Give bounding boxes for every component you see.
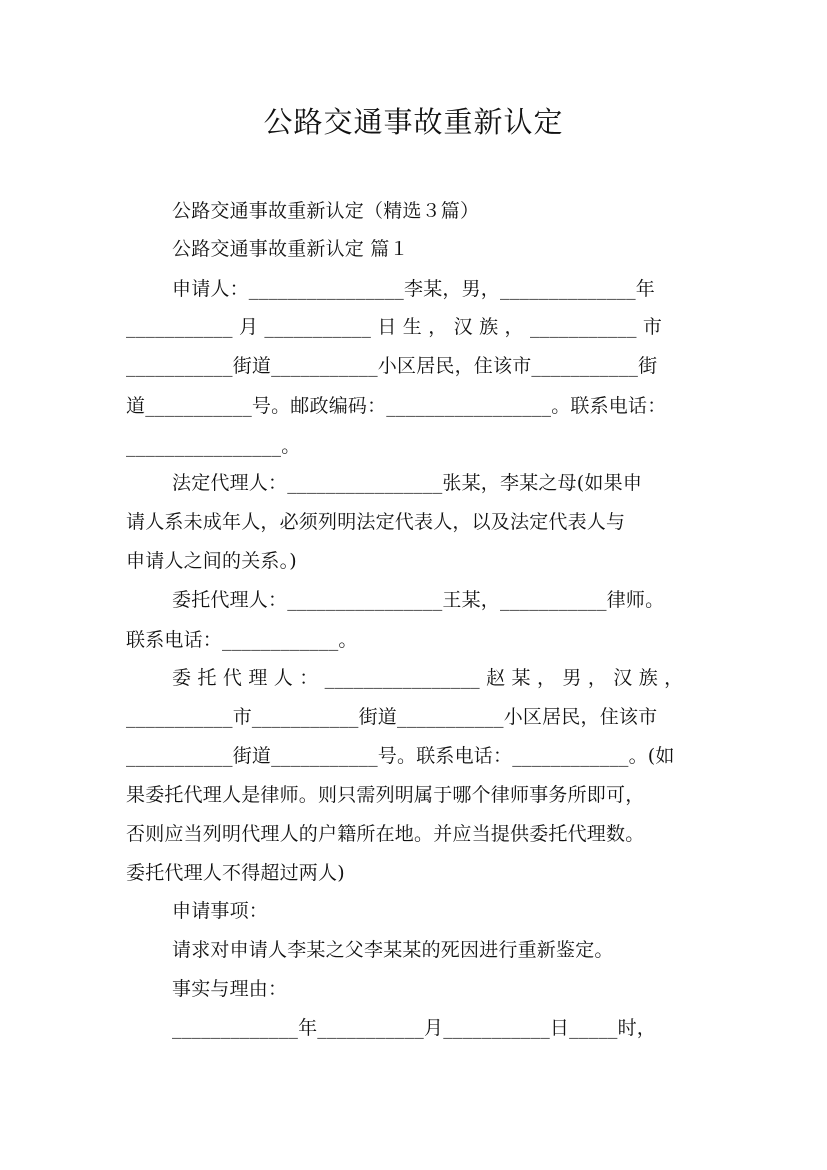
text-line: 请求对申请人李某之父李某某的死因进行重新鉴定。 — [172, 939, 614, 961]
section-heading: 公路交通事故重新认定 篇１ — [172, 238, 409, 260]
text-line: 委 托 代 理 人 ： ________________ 赵 某 ， 男 ， 汉 族 ， — [172, 667, 684, 689]
text-line: 联系电话：____________。 — [126, 629, 358, 651]
document-title: 公路交通事故重新认定 — [263, 105, 564, 139]
text-line: ___________街道___________小区居民，住该市___________街 — [126, 355, 658, 377]
text-line: 申请人之间的关系。) — [126, 550, 297, 572]
text-line: 道___________号。邮政编码：_________________。联系电话： — [126, 395, 667, 417]
text-line: 果委托代理人是律师。则只需列明属于哪个律师事务所即可， — [126, 784, 645, 806]
subtitle-line: 公路交通事故重新认定（精选３篇） — [172, 200, 480, 222]
section-heading: 申请事项： — [172, 900, 269, 922]
text-line: 委托代理人：________________王某，___________律师。 — [172, 589, 665, 611]
text-line: ___________市___________街道___________小区居民，住该市 — [126, 706, 658, 728]
text-line: 申请人：________________李某，男，______________年 — [172, 278, 656, 300]
text-line: 委托代理人不得超过两人) — [126, 862, 345, 884]
text-line: 请人系未成年人，必须列明法定代表人，以及法定代表人与 — [126, 511, 626, 533]
text-line: ___________ 月 ___________ 日 生 ， 汉 族 ， ___________ 市 — [126, 316, 663, 338]
text-line: _____________年___________月___________日_____时， — [172, 1017, 657, 1039]
text-line: 否则应当列明代理人的户籍所在地。并应当提供委托代理数。 — [126, 823, 645, 845]
text-line: ________________。 — [126, 435, 301, 457]
section-heading: 事实与理由： — [172, 978, 288, 1000]
text-line: 法定代理人：________________张某，李某之母(如果申 — [172, 472, 643, 494]
text-line: ___________街道___________号。联系电话：____________。(如 — [126, 745, 675, 767]
